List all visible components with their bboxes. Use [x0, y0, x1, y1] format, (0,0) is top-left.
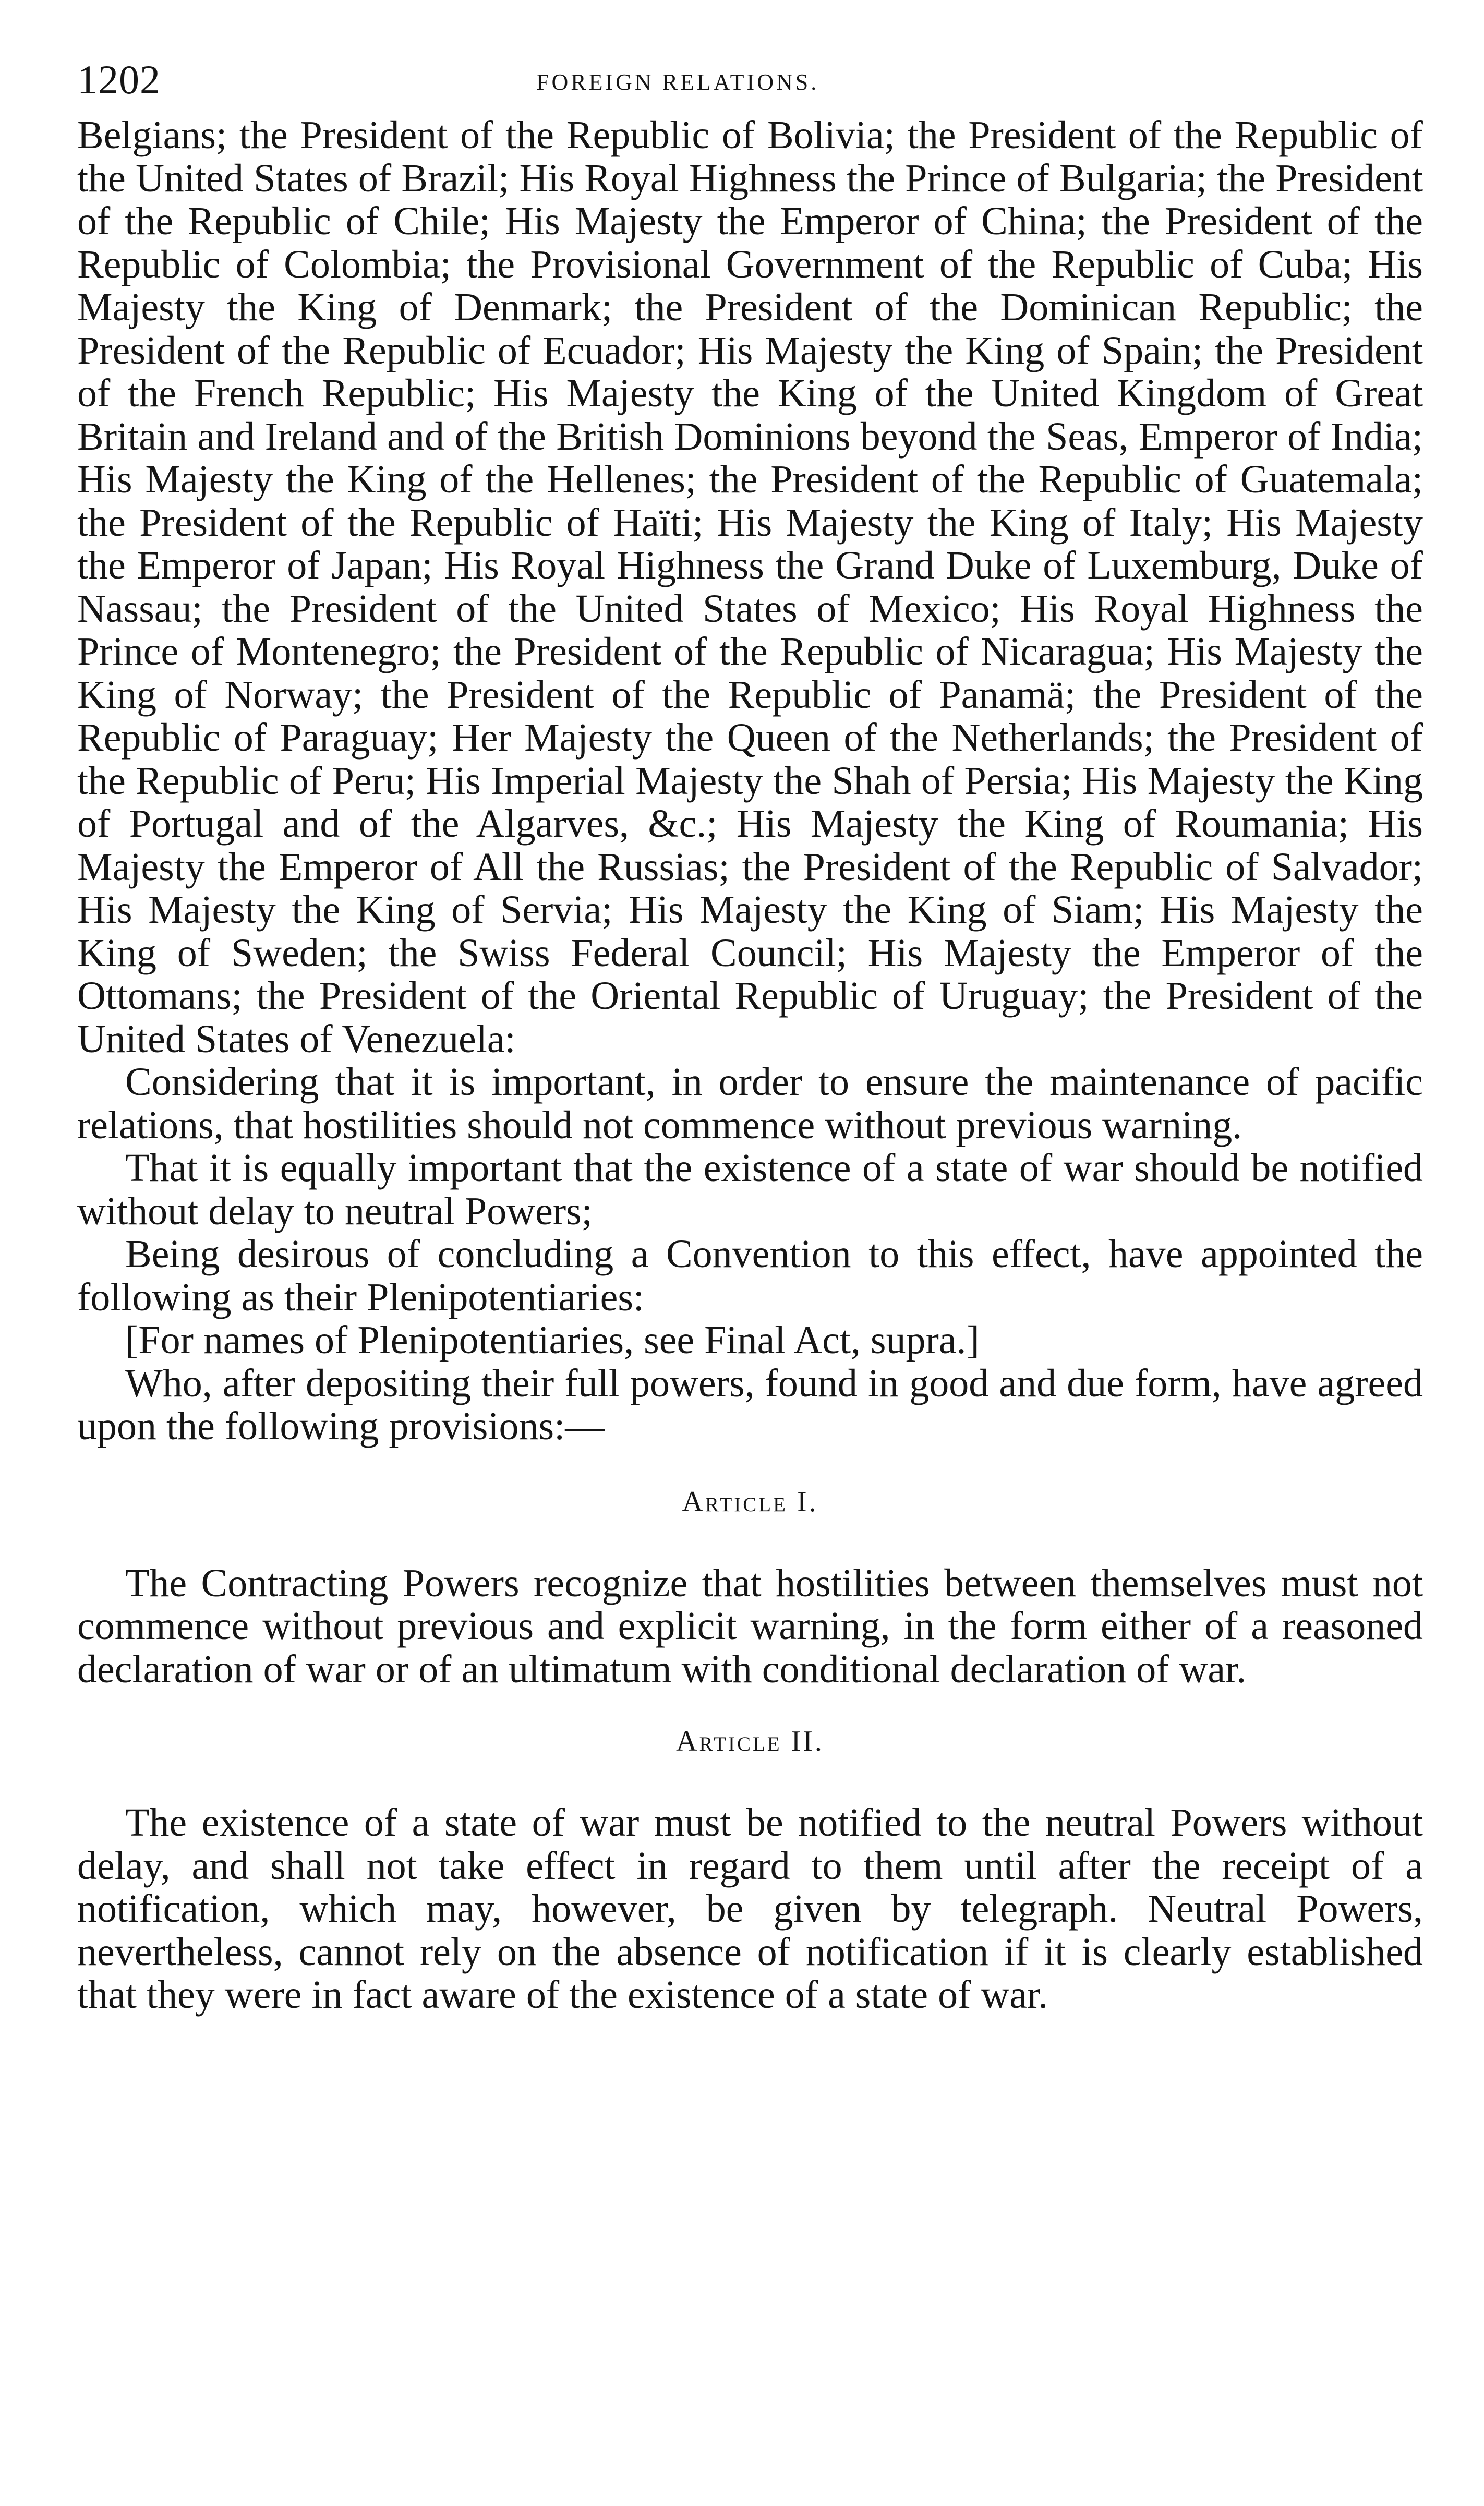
page-number: 1202	[77, 57, 161, 102]
article-1-heading: Article I.	[682, 1485, 818, 1518]
article-2-heading: Article II.	[676, 1725, 824, 1757]
considering-paragraph: Considering that it is important, in order to ensure the maintenance of pacific relations, that hostilities should not commence without previous warning.	[77, 1060, 1423, 1147]
preamble-paragraph: Belgians; the President of the Republic of Bolivia; the President of the Republic of the United States of Brazil; His Royal Highness the Prince of Bulgaria; the President of the Republic of Chile; His Majesty the Emperor of China; the President of the Republic of Colombia; the Provisional Government of the Republic of Cuba; His Majesty the King of Denmark; the President of the Dominican Republic; the President of the Republic of Ecuador; His Majesty the King of Spain; the President of the French Republic; His Majesty the King of the United Kingdom of Great Britain and Ireland and of the British Dominions beyond the Seas, Emperor of India; His Majesty the King of the Hellenes; the President of the Republic of Guatemala; the President of the Republic of Haïti; His Majesty the King of Italy; His Majesty the Emperor of Japan; His Royal Highness the Grand Duke of Luxemburg, Duke of Nassau; the President of the United States of Mexico; His Royal Highness the Prince of Montenegro; the President of the Republic of Nicaragua; His Majesty the King of Norway; the President of the Republic of Panamä; the President of the Republic of Paraguay; Her Majesty the Queen of the Netherlands; the President of the Republic of Peru; His Imperial Majesty the Shah of Persia; His Majesty the King of Portugal and of the Algarves, &c.; His Majesty the King of Roumania; His Majesty the Emperor of All the Russias; the President of the Republic of Salvador; His Majesty the King of Servia; His Majesty the King of Siam; His Majesty the King of Sweden; the Swiss Federal Council; His Majesty the Emperor of the Ottomans; the President of the Oriental Republic of Uruguay; the President of the United States of Venezuela:	[77, 113, 1423, 1061]
equally-important-paragraph: That it is equally important that the existence of a state of war should be notified without delay to neutral Powers;	[77, 1146, 1423, 1233]
document-page	[77, 56, 1423, 2017]
running-head: FOREIGN RELATIONS.	[536, 69, 819, 95]
page-header	[77, 56, 1423, 114]
full-powers-paragraph: Who, after depositing their full powers, found in good and due form, have agreed upon the following provisions:—	[77, 1361, 1423, 1448]
article-1-text: The Contracting Powers recognize that hostilities between themselves must not commence without previous and explicit warning, in the form either of a reasoned declaration of war or of an ultimatum with conditional declaration of war.	[77, 1561, 1423, 1691]
article-2-text: The existence of a state of war must be notified to the neutral Powers without delay, and shall not take effect in regard to them until after the receipt of a notification, which may, however, be given by telegraph. Neutral Powers, nevertheless, cannot rely on the absence of notification if it is clearly established that they were in fact aware of the existence of a state of war.	[77, 1801, 1423, 2017]
document-body	[77, 114, 1423, 1448]
being-desirous-paragraph: Being desirous of concluding a Convention to this effect, have appointed the following as their Plenipotentiaries:	[77, 1232, 1423, 1319]
plenipotentiaries-note: [For names of Plenipotentiaries, see Final Act, supra.]	[125, 1318, 980, 1362]
